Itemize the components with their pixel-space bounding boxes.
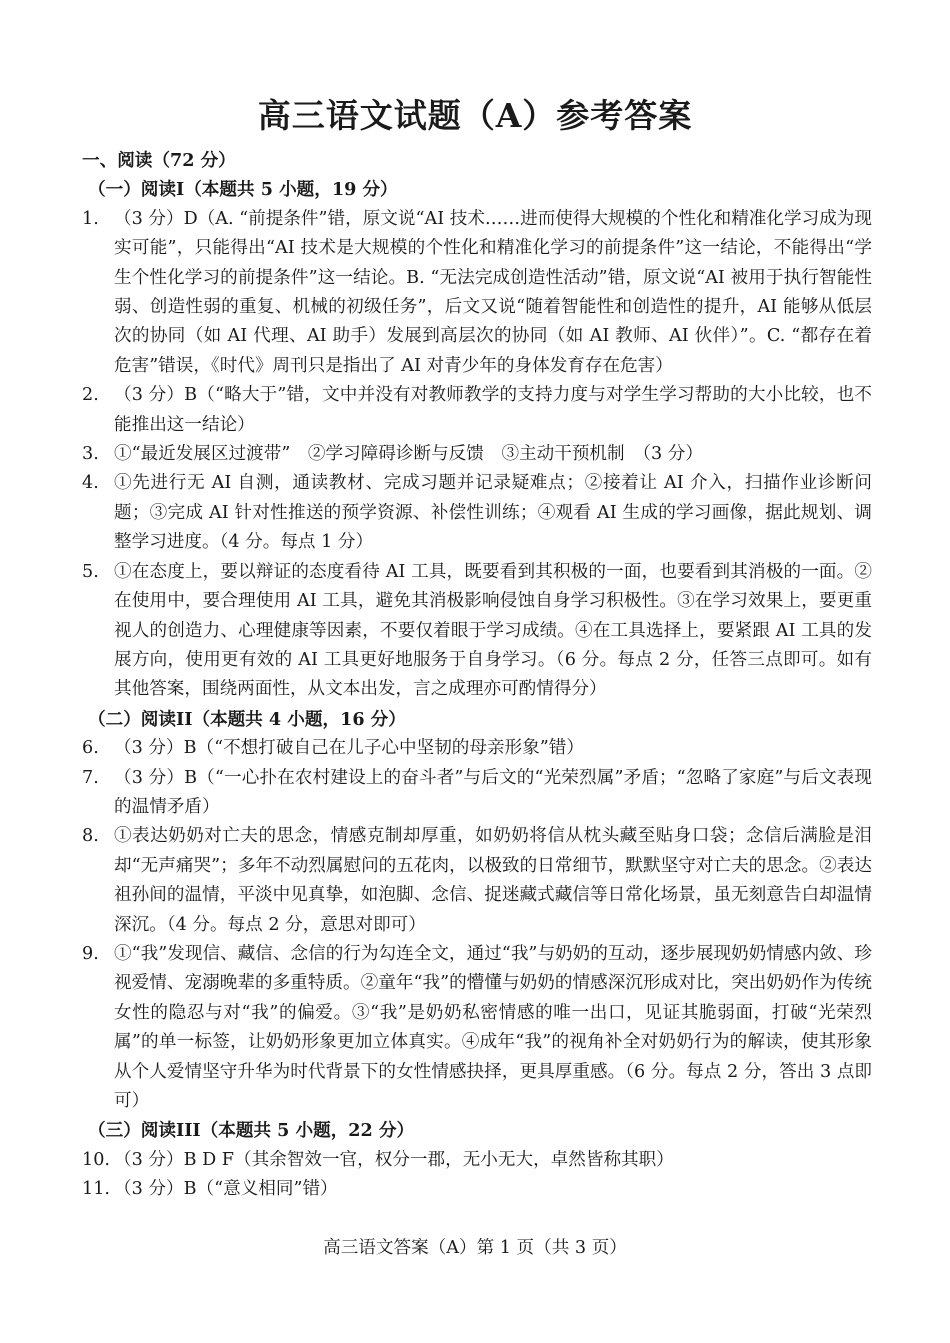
answer-item-6 <box>82 734 872 763</box>
answer-number: 11. <box>82 1179 110 1200</box>
answer-number: 1. <box>82 208 99 229</box>
answer-item-10 <box>82 1146 872 1175</box>
answer-number: 4. <box>82 473 99 494</box>
answer-number: 9. <box>82 943 99 964</box>
answer-number: 2. <box>82 385 99 406</box>
answer-item-9 <box>82 940 872 1116</box>
part-heading-reading-1: （一）阅读I（本题共 5 小题，19 分） <box>88 179 398 201</box>
answer-text: （3 分）B（“一心扑在农村建设上的奋斗者”与后文的“光荣烈属”矛盾；“忽略了家庭”与后文表现的温情矛盾） <box>114 767 872 817</box>
answer-item-5 <box>82 558 872 705</box>
answer-text: ①“我”发现信、藏信、念信的行为勾连全文，通过“我”与奶奶的互动，逐步展现奶奶情感内敛、珍视爱情、宠溺晚辈的多重特质。②童年“我”的懵懂与奶奶的情感深沉形成对比，突出奶奶作为传统女性的隐忍与对“我”的偏爱。③“我”是奶奶私密情感的唯一出口，见证其脆弱面，打破“光荣烈属”的单一标签，让奶奶形象更加立体真实。④成年“我”的视角补全对奶奶行为的解读，使其形象从个人爱情坚守升华为时代背景下的女性情感抉择，更具厚重感。（6 分。每点 2 分，答出 3 点即可） <box>114 943 872 1111</box>
answer-text: （3 分）B D F（其余智效一官，权分一郡，无小无大，卓然皆称其职） <box>114 1149 674 1170</box>
answer-text: （3 分）B（“意义相同”错） <box>114 1179 338 1200</box>
answer-item-7 <box>82 764 872 823</box>
answer-item-4 <box>82 469 872 557</box>
answer-text: ①“最近发展区过渡带” ②学习障碍诊断与反馈 ③主动干预机制 （3 分） <box>114 444 703 465</box>
answer-item-8 <box>82 822 872 940</box>
answer-number: 5. <box>82 561 99 582</box>
page-footer: 高三语文答案（A）第 1 页（共 3 页） <box>323 1238 627 1258</box>
answer-item-11 <box>82 1175 872 1204</box>
section-heading-reading: 一、阅读（72 分） <box>82 150 236 171</box>
answer-text: （3 分）B（“不想打破自己在儿子心中坚韧的母亲形象”错） <box>114 738 584 759</box>
answer-item-3 <box>82 440 872 469</box>
answer-content <box>82 146 872 1205</box>
part-heading-reading-2: （二）阅读II（本题共 4 小题，16 分） <box>88 708 406 730</box>
answer-number: 10. <box>82 1149 110 1170</box>
answer-number: 6. <box>82 738 99 759</box>
answer-number: 3. <box>82 444 99 465</box>
part-heading-reading-3: （三）阅读III（本题共 5 小题，22 分） <box>88 1120 415 1142</box>
answer-number: 7. <box>82 767 99 788</box>
answer-item-1 <box>82 205 872 381</box>
answer-text: ①在态度上，要以辩证的态度看待 AI 工具，既要看到其积极的一面，也要看到其消极的一面。②在使用中，要合理使用 AI 工具，避免其消极影响侵蚀自身学习积极性。③在学习效果上，要更重视人的创造力、心理健康等因素，不要仅着眼于学习成绩。④在工具选择上，要紧跟 AI 工具的发展方向，使用更有效的 AI 工具更好地服务于自身学习。（6 分。每点 2 分，任答三点即可。如有其他答案，围绕两面性，从文本出发，言之成理亦可酌情得分） <box>114 561 872 700</box>
page-title: 高三语文试题（A）参考答案 <box>257 96 693 135</box>
answer-text: （3 分）B（“略大于”错，文中并没有对教师教学的支持力度与对学生学习帮助的大小比较，也不能推出这一结论） <box>114 385 872 435</box>
answer-text: ①先进行无 AI 自测，通读教材、完成习题并记录疑难点；②接着让 AI 介入，扫描作业诊断问题；③完成 AI 针对性推送的预学资源、补偿性训练；④观看 AI 生成的学习画像，据此规划、调整学习进度。（4 分。每点 1 分） <box>114 473 872 553</box>
answer-number: 8. <box>82 826 99 847</box>
answer-item-2 <box>82 381 872 440</box>
answer-text: （3 分）D（A. “前提条件”错，原文说“AI 技术……进而使得大规模的个性化和精准化学习成为现实可能”，只能得出“AI 技术是大规模的个性化和精准化学习的前提条件”这一结论，不能得出“学生个性化学习的前提条件”这一结论。B. “无法完成创造性活动”错，原文说“AI 被用于执行智能性弱、创造性弱的重复、机械的初级任务”，后文又说“随着智能性和创造性的提升，AI 能够从低层次的协同（如 AI 代理、AI 助手）发展到高层次的协同（如 AI 教师、AI 伙伴）”。C. “都存在着危害”错误，《时代》周刊只是指出了 AI 对青少年的身体发育存在危害） <box>114 208 872 376</box>
answer-text: ①表达奶奶对亡夫的思念，情感克制却厚重，如奶奶将信从枕头藏至贴身口袋；念信后满脸是泪却“无声痛哭”；多年不动烈属慰问的五花肉，以极致的日常细节，默默坚守对亡夫的思念。②表达祖孙间的温情，平淡中见真挚，如泡脚、念信、捉迷藏式藏信等日常化场景，虽无刻意告白却温情深沉。（4 分。每点 2 分，意思对即可） <box>114 826 872 935</box>
